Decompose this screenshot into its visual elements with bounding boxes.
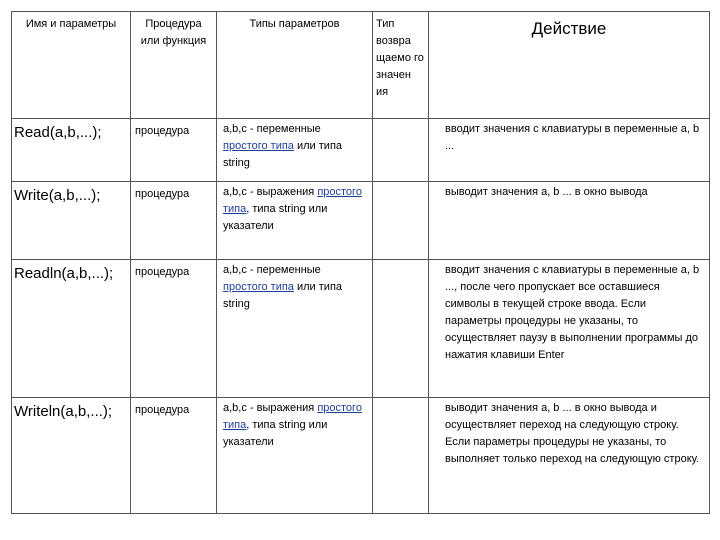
row-action: вводит значения с клавиатуры в переменные a, b ..., после чего пропускает все оставшиеся символы в текущей строке ввода. Если параметры процедуры не указаны, то осуществляет паузу в выполнении программы до нажатия клавиши Enter (429, 260, 710, 398)
simple-type-link[interactable]: простого типа (223, 402, 362, 431)
row-kind: процедура (131, 182, 217, 260)
header-types: Типы параметров (217, 12, 373, 119)
row-action: выводит значения a, b ... в окно вывода и осуществляет переход на следующую строку. Если параметры процедуры не указаны, то выполняет только переход на следующую строку. (429, 398, 710, 514)
row-return (373, 182, 429, 260)
types-text: a,b,c - выражения (223, 186, 318, 198)
simple-type-link[interactable]: простого типа (223, 140, 294, 152)
table-row (12, 260, 710, 398)
row-name: Read(a,b,...); (12, 119, 131, 182)
row-kind: процедура (131, 398, 217, 514)
types-text: , типа string или указатели (223, 203, 328, 232)
row-action: вводит значения с клавиатуры в переменные a, b ... (429, 119, 710, 182)
row-types (217, 119, 373, 182)
header-return: Тип возвра щаемо го значен ия (373, 12, 429, 119)
types-text: или типа string (223, 281, 343, 310)
row-action: выводит значения a, b ... в окно вывода (429, 182, 710, 260)
header-action: Действие (429, 12, 710, 119)
header-row (12, 12, 710, 119)
table-row (12, 398, 710, 514)
types-text: a,b,c - переменные (223, 123, 321, 135)
row-name: Writeln(a,b,...); (12, 398, 131, 514)
simple-type-link[interactable]: простого типа (223, 186, 362, 215)
types-text: a,b,c - переменные (223, 264, 321, 276)
header-name: Имя и параметры (12, 12, 131, 119)
row-types (217, 260, 373, 398)
row-return (373, 260, 429, 398)
header-kind: Процедура или функция (131, 12, 217, 119)
types-text: , типа string или указатели (223, 419, 328, 448)
row-kind: процедура (131, 260, 217, 398)
table-row (12, 119, 710, 182)
types-text: или типа string (223, 140, 343, 169)
row-return (373, 119, 429, 182)
row-return (373, 398, 429, 514)
row-types (217, 398, 373, 514)
row-kind: процедура (131, 119, 217, 182)
row-name: Readln(a,b,...); (12, 260, 131, 398)
row-name: Write(a,b,...); (12, 182, 131, 260)
simple-type-link[interactable]: простого типа (223, 281, 294, 293)
procedures-table (11, 11, 710, 514)
table-row (12, 182, 710, 260)
types-text: a,b,c - выражения (223, 402, 318, 414)
row-types (217, 182, 373, 260)
